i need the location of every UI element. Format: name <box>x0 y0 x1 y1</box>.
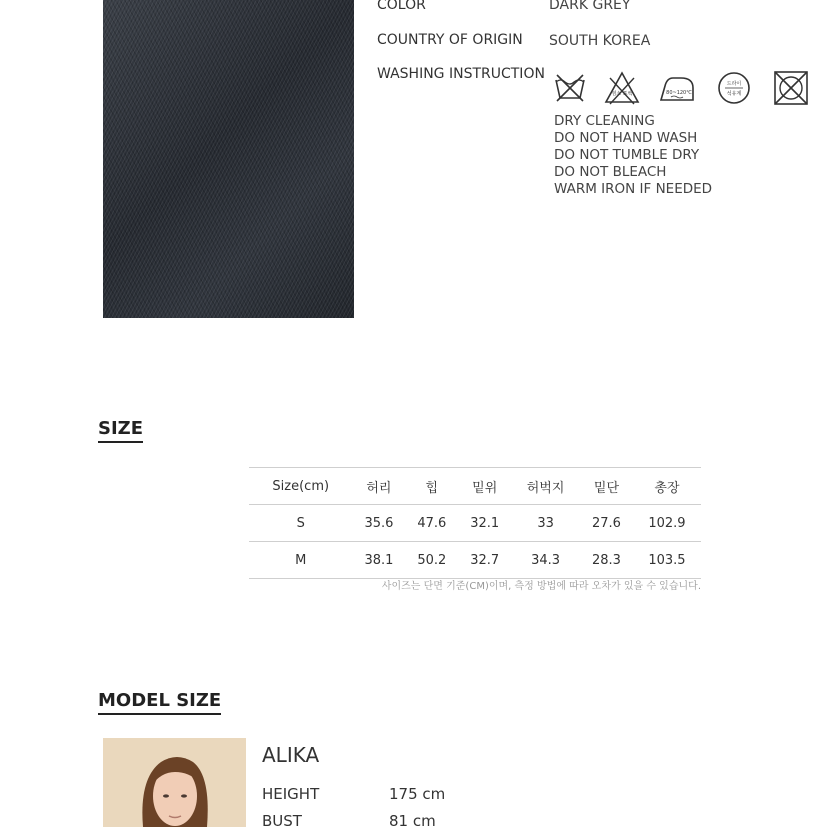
model-name: ALIKA <box>262 743 320 767</box>
table-cell: 32.1 <box>470 515 500 531</box>
size-header-size: Size(cm) <box>249 468 352 505</box>
table-cell: M <box>295 552 307 568</box>
fabric-swatch-image <box>103 0 354 318</box>
no-bleach-icon <box>604 70 640 106</box>
instruction-dry-cleaning: DRY CLEANING <box>554 113 655 129</box>
iron-icon <box>659 70 695 106</box>
size-header-waist: 허리 <box>352 468 405 505</box>
size-header-hip: 힙 <box>405 468 458 505</box>
table-cell: 38.1 <box>364 552 394 568</box>
model-height-value: 175 cm <box>389 785 446 803</box>
size-header-thigh: 허벅지 <box>511 468 580 505</box>
size-header-hem: 밑단 <box>580 468 633 505</box>
table-cell: 28.3 <box>591 552 621 568</box>
no-tumble-dry-icon <box>773 70 809 106</box>
washing-label: WASHING INSTRUCTION <box>377 66 545 82</box>
instruction-no-bleach: DO NOT BLEACH <box>554 164 667 180</box>
model-bust-label: BUST <box>262 812 302 830</box>
table-cell: 34.3 <box>531 552 561 568</box>
table-cell: 103.5 <box>648 552 686 568</box>
dry-clean-icon-text-top: 드라이 <box>726 81 742 87</box>
size-note: 사이즈는 단면 기준(CM)이며, 측정 방법에 따라 오차가 있을 수 있습니다. <box>381 581 701 592</box>
size-header-rise: 밑위 <box>458 468 511 505</box>
model-section-title: MODEL SIZE <box>98 690 221 715</box>
size-section-title: SIZE <box>98 418 143 443</box>
table-row <box>249 505 701 542</box>
model-photo <box>103 738 246 827</box>
no-bleach-icon-text: 염소 표백 <box>611 91 633 97</box>
size-header-length: 총장 <box>633 468 701 505</box>
dry-clean-icon-text-bottom: 석유계 <box>726 91 742 97</box>
instruction-no-hand-wash: DO NOT HAND WASH <box>554 130 698 146</box>
origin-label: COUNTRY OF ORIGIN <box>377 32 523 48</box>
color-value: DARK GREY <box>549 0 631 13</box>
size-table-header-row <box>249 468 701 505</box>
origin-value: SOUTH KOREA <box>549 33 651 49</box>
instruction-no-tumble-dry: DO NOT TUMBLE DRY <box>554 147 700 163</box>
instruction-warm-iron: WARM IRON IF NEEDED <box>554 181 713 197</box>
table-cell: 50.2 <box>417 552 447 568</box>
table-row <box>249 542 701 579</box>
table-cell: 47.6 <box>417 515 447 531</box>
no-hand-wash-icon <box>552 70 588 106</box>
table-cell: 35.6 <box>364 515 394 531</box>
model-height-label: HEIGHT <box>262 785 320 803</box>
table-cell: 102.9 <box>648 515 686 531</box>
size-table <box>249 467 701 579</box>
color-label: COLOR <box>377 0 426 13</box>
iron-icon-text: 80~120℃ <box>666 90 692 96</box>
table-cell: 27.6 <box>591 515 621 531</box>
table-cell: 32.7 <box>470 552 500 568</box>
model-bust-value: 81 cm <box>389 812 436 830</box>
table-cell: 33 <box>537 515 554 531</box>
dry-clean-icon <box>716 70 752 106</box>
table-cell: S <box>296 515 305 531</box>
